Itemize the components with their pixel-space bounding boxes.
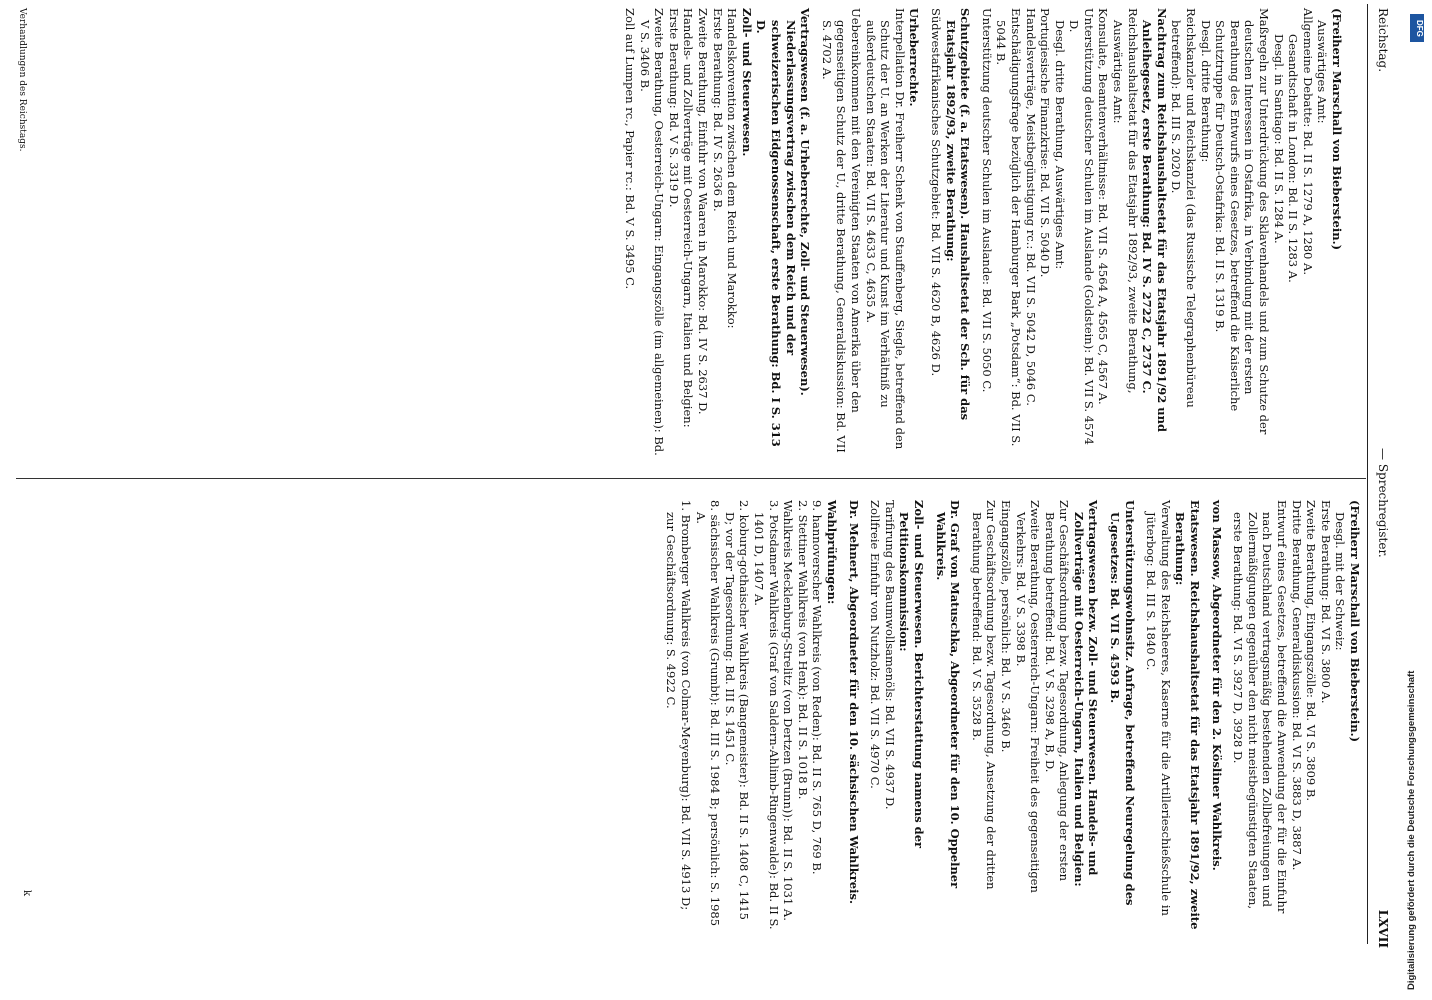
index-entry: Maßregeln zur Unterdrückung des Sklavenhandels und zum Schutze der deutschen Interessen in Ostafrika, in Verbindung mit der ersten Berathung des Entwurfs eines Gesetzes, betreffend die Kaiserliche Schutztruppe für Deutsch-Ostafrika: Bd. II S. 1319 B. (1213, 8, 1272, 435)
index-entry: Zur Geschäftsordnung bezw. Tagesordnung, Anlegung der ersten Berathung betreffend: Bd. V S. 3298 A, B, D. (1042, 500, 1072, 882)
index-entry: Desgl. dritte Berathung, Auswärtiges Amt: (1052, 20, 1067, 270)
right-column (664, 500, 1362, 930)
index-entry: Handelskonvention zwischen dem Reich und Marokko: (725, 8, 740, 329)
index-entry: 3. Potsdamer Wahlkreis (Graf von Saldern-Ahlimb-Ringenwalde): Bd. II S. 1401 D, 1407 A. (752, 500, 781, 930)
index-entry: Auswärtiges Amt: (1315, 20, 1330, 124)
signature-mark: k (21, 890, 32, 897)
index-entry: Zweite Berathung, Oesterreich-Ungarn: Freiheit des gegenseitigen Verkehrs: Bd. V S. 3398 B. (1013, 500, 1043, 893)
index-entry: Etatswesen. Reichshaushaltsetat für das Etatsjahr 1891/92, zweite Berathung: (1173, 500, 1203, 930)
index-entry: Handelsverträge, Meistbegünstigung rc.: Bd. VII S. 5042 D, 5046 C. (1023, 8, 1038, 406)
index-entry: Entschädigungsfrage bezüglich der Hamburger Bark „Potsdam“: Bd. VII S. 5044 B. (994, 8, 1023, 447)
index-entry: Tarifirung des Baumwollsamenöls: Bd. VII S. 4937 D. (882, 500, 897, 810)
index-entry: Vertragswesen (f. a. Urheberrechte, Zoll- und Steuerwesen). Niederlassungsvertrag zwischen dem Reich und der schweizerischen Eidgenossenschaft, erste Berathung: Bd. I S. 313 D. (754, 8, 813, 447)
index-entry: Schutzgebiete (f. a. Etatswesen). Haushaltsetat der Sch. für das Etatsjahr 1892/93, zweite Berathung: (943, 8, 973, 421)
index-entry: Zweite Berathung, Eingangszölle: Bd. VI S. 3809 B. (1304, 500, 1319, 801)
header-rule (1367, 4, 1368, 944)
dfg-watermark (1406, 10, 1430, 994)
index-entry: Handels- und Zollverträge mit Oesterreich-Ungarn, Italien und Belgien: (681, 8, 696, 428)
index-entry: Desgl. mit der Schweiz: (1333, 512, 1348, 651)
index-entry: Desgl. dritte Berathung: (1198, 20, 1213, 163)
index-entry: Allgemeine Debatte: Bd. II S. 1279 A, 1280 A. (1300, 8, 1315, 275)
index-entry: Unterstützungswohnsitz. Anfrage, betreffend Neuregelung des U.gesetzes: Bd. VII S. 4593 B. (1108, 500, 1137, 906)
header-left: Reichstag. (1376, 8, 1390, 73)
index-entry: Zur Geschäftsordnung bezw. Tagesordnung, Ansetzung der dritten Berathung betreffend: Bd. V S. 3528 B. (969, 500, 999, 890)
speaker-heading: (Freiherr Marschall von Bieberstein.) (1330, 8, 1344, 251)
index-entry: Zoll- und Steuerwesen. Berichterstattung namens der Petitionskommission: (897, 500, 926, 849)
index-entry: Reichskanzler und Reichskanzlei (das Russische Telegraphenbüreau betreffend): Bd. III S. 2020 D. (1169, 8, 1199, 408)
speaker-heading: von Massow, Abgeordneter für den 2. Kösliner Wahlkreis. (1209, 500, 1224, 871)
index-entry: Verwaltung des Reichsheeres, Kaserne für die Artillerieschießschule in Jüterbog: Bd. III S. 1840 C. (1144, 500, 1173, 916)
index-entry: Nachtrag zum Reichshaushaltsetat für das Etatsjahr 1891/92 und Anleihegesetz, erste Berathung: Bd. IV S. 2722 C, 2737 C. (1140, 8, 1169, 433)
index-entry: Interpellation Dr. Freiherr Schenk von Stauffenberg, Siegle, betreffend den Schutz der U. an Werken der Literatur und Kunst im Verhältniß zu außerdeutschen Staaten: Bd. VII S. 4633 C, 4635 A. (863, 8, 907, 450)
index-entry: Gesandtschaft in London: Bd. II S. 1283 A. (1286, 34, 1301, 283)
index-entry: Zollfreie Einfuhr von Nutzholz: Bd. VII S. 4970 C. (868, 500, 883, 789)
index-entry: Wahlprüfungen: (825, 500, 839, 605)
index-entry: Erste Berathung: Bd. V S. 3319 D. (666, 8, 681, 208)
index-entry: Erste Berathung: Bd. VI S. 3800 A. (1318, 500, 1333, 704)
index-entry: Dritte Berathung, Generaldiskussion: Bd. VI S. 3883 D, 3887 A. (1289, 500, 1304, 871)
page-number: LXVII (1376, 909, 1390, 948)
index-entry: Portugiesische Finanzkrise: Bd. VII S. 5040 D. (1038, 8, 1053, 278)
index-entry: Vertragswesen bezw. Zoll- und Steuerwesen. Handels- und Zollverträge mit Oesterreich-Ungarn, Italien und Belgien: (1071, 500, 1101, 887)
index-entry: Unterstützung deutscher Schulen im Auslande (Goldstein): Bd. VII S. 4574 D. (1067, 8, 1096, 445)
speaker-heading: Dr. Mehnert, Abgeordneter für den 10. sächsischen Wahlkreis. (846, 500, 861, 904)
index-entry: 2. Stettiner Wahlkreis (von Henk): Bd. II S. 1018 B. (795, 500, 810, 800)
index-entry: Erste Berathung: Bd. IV S. 2636 B. (710, 8, 725, 212)
index-entry: Uebereinkommen mit den Vereinigten Staaten von Amerika über den gegenseitigen Schutz der U., dritte Berathung, Generaldiskussion: Bd. VII S. 4702 A. (819, 8, 863, 453)
index-entry: Desgl. in Santiago: Bd. II S. 1284 A. (1271, 34, 1286, 244)
left-column (623, 8, 1345, 456)
index-entry: Zoll- und Steuerwesen. (739, 8, 754, 157)
index-entry: Zoll auf Lumpen rc., Papier rc.: Bd. V S. 3495 C. (623, 8, 638, 290)
footer-note: Verhandlungen des Reichstags. (17, 8, 27, 152)
index-entry: Wahlkreis Mecklenburg-Strelitz (von Dertzen (Brunn)): Bd. II S. 1031 A. (781, 500, 796, 921)
index-entry: 8. sächsischer Wahlkreis (Grumbt): Bd. III S. 1984 B; persönlich: S. 1985 A. (693, 500, 723, 927)
column-divider (16, 478, 1366, 479)
index-entry: Konsulate, Beamtenverhältnisse: Bd. VII S. 4564 A, 4565 C, 4567 A. (1096, 8, 1111, 405)
index-entry: 2. koburg-gothaischer Wahlkreis (Bangemeister): Bd. II S. 1408 C, 1415 D; vor der Tagesordnung: Bd. III S. 1451 C. (722, 500, 752, 920)
index-entry: Zweite Berathung, Einfuhr von Waaren in Marokko: Bd. IV S. 2637 D. (696, 8, 711, 415)
speaker-heading: (Freiherr Marschall von Bieberstein.) (1348, 500, 1362, 743)
index-entry: Urheberrechte. (907, 8, 922, 107)
index-entry: Südwestafrikanisches Schutzgebiet: Bd. VII S. 4620 B, 4626 D. (928, 8, 943, 377)
speaker-heading: Dr. Graf von Matuschka, Abgeordneter für den 10. Oppelner Wahlkreis. (933, 500, 963, 889)
index-entry: Unterstützung deutscher Schulen im Auslande: Bd. VII S. 5050 C. (979, 8, 994, 393)
index-entry: Reichshaushaltsetat für das Etatsjahr 1892/93, zweite Berathung, Auswärtiges Amt: (1111, 8, 1140, 394)
index-entry: 1. Bromberger Wahlkreis (von Colmar-Meyenburg): Bd. VII S. 4913 D; zur Geschäftsordnung: S. 4922 C. (664, 500, 694, 911)
index-entry: Zweite Berathung, Oesterreich-Ungarn: Eingangszölle (im allgemeinen): Bd. V S. 3406 B. (637, 8, 667, 456)
index-entry: 9. hannoverscher Wahlkreis (von Reden): Bd. II S. 765 D, 769 B. (810, 500, 825, 875)
index-entry: Eingangszölle, persönlich: Bd. V S. 3460 B. (998, 500, 1013, 753)
index-entry: Entwurf eines Gesetzes, betreffend die Anwendung der für die Einfuhr nach Deutschland vertragsmäßig bestehenden Zollbefreiungen und Zollermäßigungen gegenüber den nicht meistbegünstigten Staaten, erste Berathung: Bd. VI S. 3927 D, 3928 D. (1231, 500, 1290, 914)
dfg-credit: Digitalisierung gefördert durch die Deutsche Forschungsgemeinschaft (1406, 670, 1417, 990)
dfg-logo: DFG (1410, 14, 1424, 42)
running-header (1372, 8, 1390, 948)
header-center: — Sprechregister. (1376, 448, 1390, 558)
